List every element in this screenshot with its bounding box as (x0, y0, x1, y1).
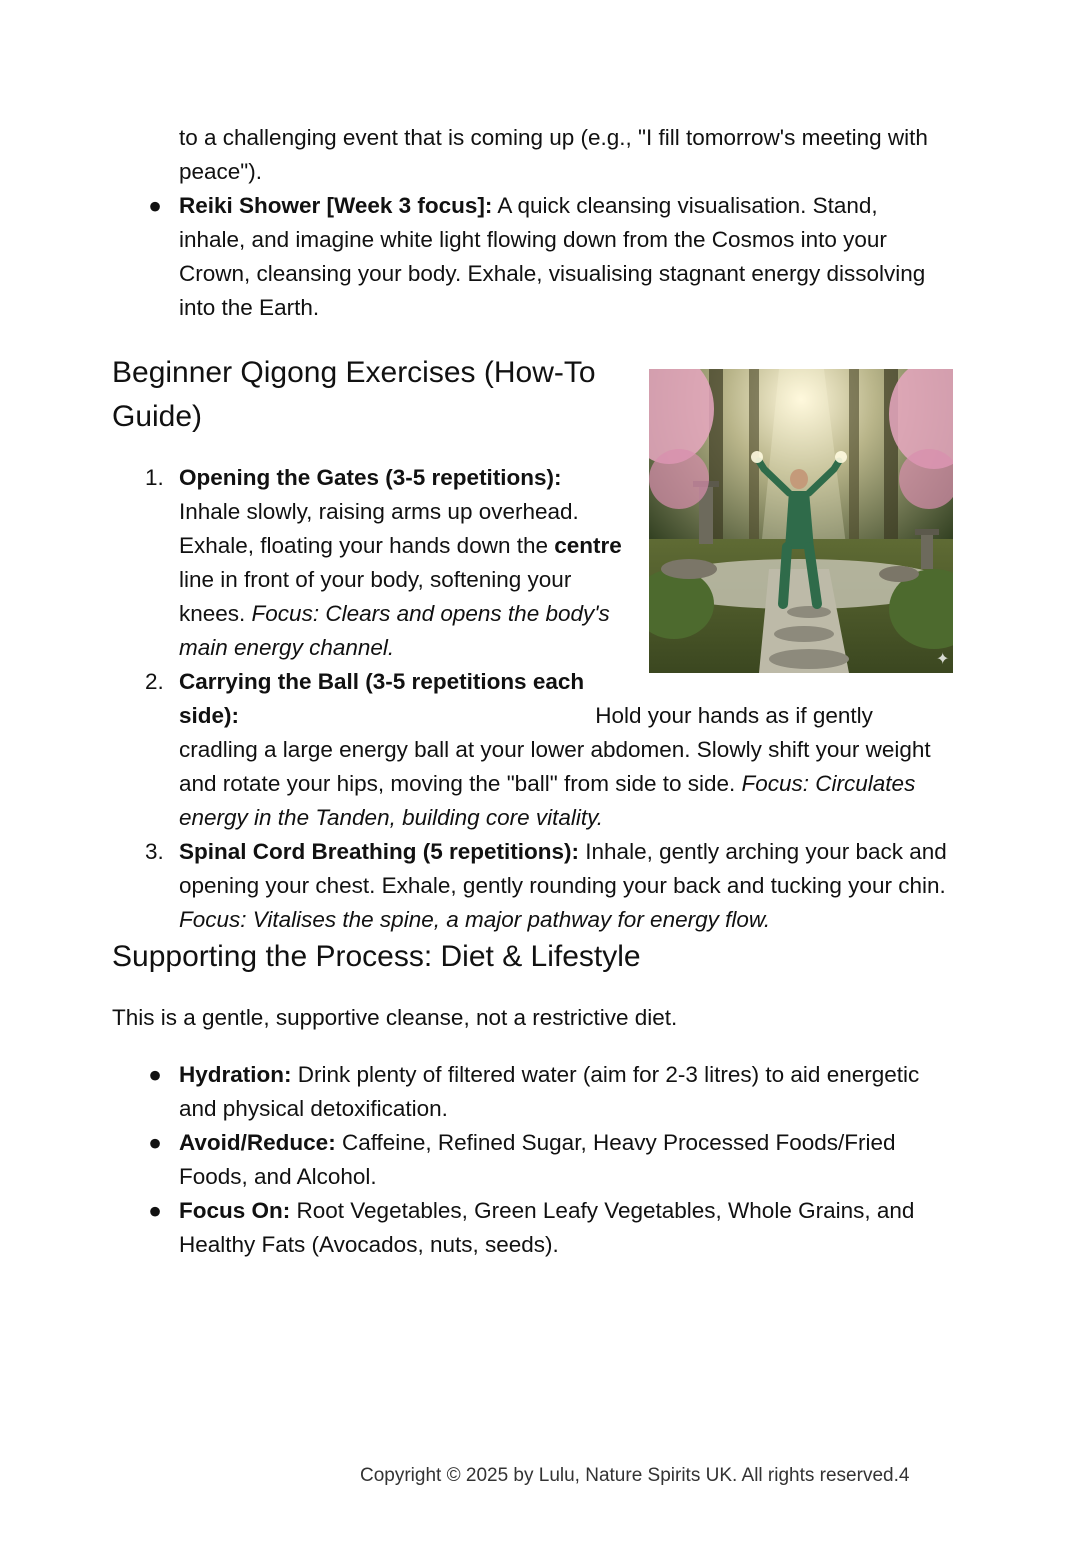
diet-section (148, 1058, 959, 1262)
bullet-icon: ● (148, 1198, 162, 1223)
diet-text: Root Vegetables, Green Leafy Vegetables, Whole Grains, and Healthy Fats (Avocados, nuts, seeds). (179, 1198, 915, 1257)
exercise-text: Hold your hands as if gently cradling a large energy ball at your lower abdomen. Slowly shift your weight and rotate your hips, moving the "ball" from side to side. (179, 703, 931, 796)
exercise-text: Inhale, gently arching your back and opening your chest. Exhale, gently rounding your back and tucking your chin. (179, 839, 947, 898)
exercise-focus: Focus: Circulates energy in the Tanden, building core vitality. (179, 771, 916, 830)
exercise-text: line in front of your body, softening your knees. (179, 567, 572, 626)
intro-line-2: peace"). (179, 159, 263, 184)
list-item (148, 189, 949, 325)
list-number: 2. (145, 669, 164, 694)
reiki-label: Reiki Shower [Week 3 focus]: (179, 193, 493, 218)
diet-text: Drink plenty of filtered water (aim for 2-3 litres) to aid energetic and physical detoxification. (179, 1062, 920, 1121)
qigong-heading (112, 351, 596, 439)
list-number: 3. (145, 839, 164, 864)
exercise-bold-word: centre (554, 533, 622, 558)
diet-text: Caffeine, Refined Sugar, Heavy Processed Foods/Fried Foods, and Alcohol. (179, 1130, 896, 1189)
exercise-text: Inhale slowly, raising arms up overhead. Exhale, floating your hands down the (179, 499, 579, 558)
qigong-section (145, 461, 949, 937)
qigong-heading-line-1: Beginner Qigong Exercises (How-To (112, 356, 596, 389)
exercise-label: Opening the Gates (3-5 repetitions): (179, 465, 562, 490)
bullet-icon: ● (148, 1130, 162, 1155)
diet-label: Focus On: (179, 1198, 291, 1223)
list-item (148, 1194, 959, 1262)
exercise-focus: Focus: Vitalises the spine, a major pathway for energy flow. (179, 907, 771, 932)
diet-list (148, 1058, 959, 1262)
reiki-list (148, 189, 969, 325)
list-item (145, 665, 949, 835)
list-item (145, 835, 949, 937)
qigong-exercise-list (145, 461, 949, 937)
diet-heading: Supporting the Process: Diet & Lifestyle (112, 940, 641, 973)
list-item (148, 1126, 959, 1194)
diet-intro: This is a gentle, supportive cleanse, not a restrictive diet. (112, 1005, 678, 1030)
copyright-text: Copyright © 2025 by Lulu, Nature Spirits UK. All rights reserved. (360, 1465, 899, 1486)
reiki-text: A quick cleansing visualisation. Stand, inhale, and imagine white light flowing down from the Cosmos into your Crown, cleansing your body. Exhale, visualising stagnant energy dissolving into the Earth. (179, 193, 926, 320)
diet-label: Avoid/Reduce: (179, 1130, 336, 1155)
qigong-heading-line-2: Guide) (112, 400, 203, 433)
page-footer (360, 1463, 909, 1489)
diet-label: Hydration: (179, 1062, 292, 1087)
intro-line-1: to a challenging event that is coming up (e.g., "I fill tomorrow's meeting with (179, 125, 928, 150)
list-item (145, 461, 624, 665)
list-number: 1. (145, 465, 164, 490)
exercise-label: Spinal Cord Breathing (5 repetitions): (179, 839, 580, 864)
intro-continuation (148, 121, 969, 325)
bullet-icon: ● (148, 1062, 162, 1087)
list-item (148, 1058, 959, 1126)
exercise-label: Carrying the Ball (3-5 repetitions each side): (179, 669, 585, 728)
svg-text:✦: ✦ (936, 649, 950, 668)
exercise-focus: Focus: Clears and opens the body's main energy channel. (179, 601, 610, 660)
bullet-icon: ● (148, 193, 162, 218)
page-number: 4 (898, 1465, 910, 1486)
